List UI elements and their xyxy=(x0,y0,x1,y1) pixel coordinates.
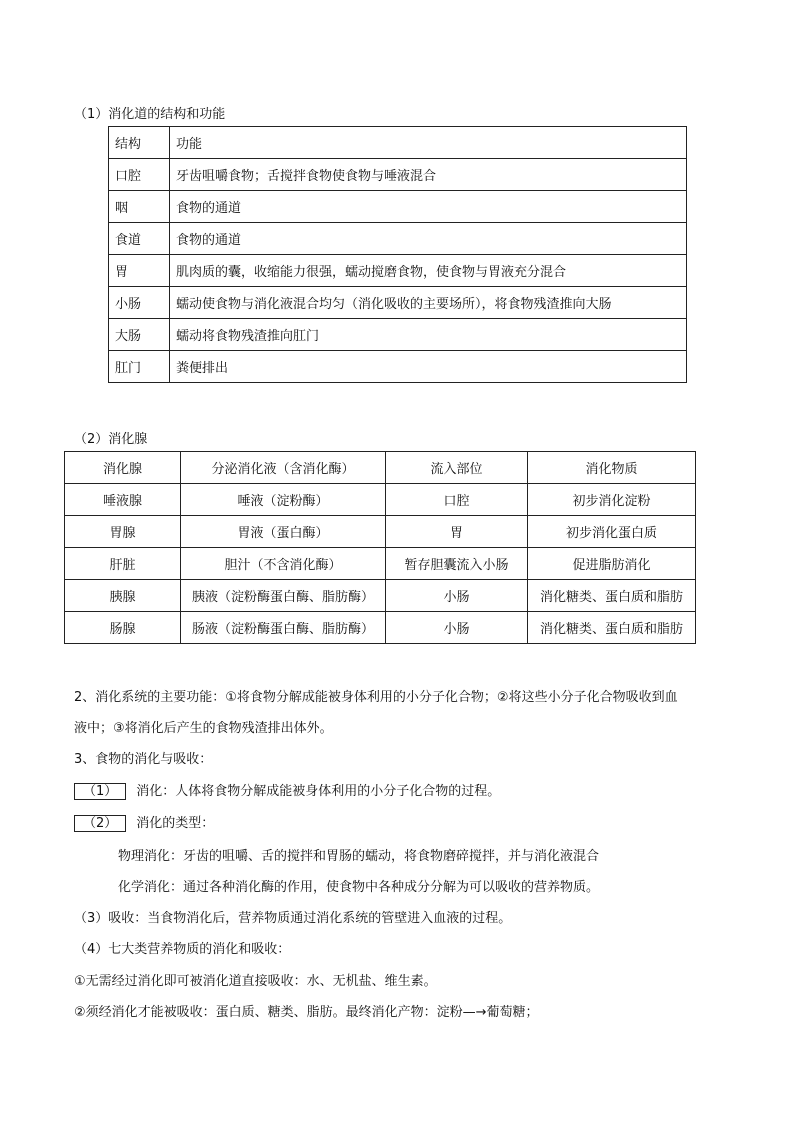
table-cell: 蠕动使食物与消化液混合均匀（消化吸收的主要场所），将食物残渣推向大肠 xyxy=(170,287,687,319)
digestive-tract-table xyxy=(108,126,687,383)
table-row xyxy=(65,484,696,516)
point1: ①无需经过消化即可被消化道直接吸收：水、无机盐、维生素。 xyxy=(74,974,437,989)
table-cell: 胃液（蛋白酶） xyxy=(181,516,386,548)
item2-label: （2） xyxy=(74,815,126,832)
table-cell: 消化糖类、蛋白质和脂肪 xyxy=(528,580,696,612)
item4: （4）七大类营养物质的消化和吸收： xyxy=(74,942,291,957)
chemical-digestion: 化学消化：通过各种消化酶的作用，使食物中各种成分分解为可以吸收的营养物质。 xyxy=(118,880,600,895)
table-cell: 肝脏 xyxy=(65,548,181,580)
table-row xyxy=(65,580,696,612)
table-row xyxy=(109,159,687,191)
table-cell: 蠕动将食物残渣推向肛门 xyxy=(170,319,687,351)
table-cell: 肛门 xyxy=(109,351,170,383)
table-row xyxy=(109,191,687,223)
table-cell: 唾液腺 xyxy=(65,484,181,516)
table-row xyxy=(65,516,696,548)
item1 xyxy=(74,780,500,800)
digestive-glands-table xyxy=(64,451,696,644)
section1-title: （1）消化道的结构和功能 xyxy=(74,107,226,122)
table-cell: 暂存胆囊流入小肠 xyxy=(386,548,528,580)
section2-title: （2）消化腺 xyxy=(74,432,148,447)
para2-line2: 液中；③将消化后产生的食物残渣排出体外。 xyxy=(74,721,333,736)
table-row xyxy=(65,612,696,644)
table-cell: 大肠 xyxy=(109,319,170,351)
header-cell: 分泌消化液（含消化酶） xyxy=(181,452,386,484)
para2-line1: 2、消化系统的主要功能：①将食物分解成能被身体利用的小分子化合物；②将这些小分子化合物吸收到血 xyxy=(74,690,678,705)
table-row xyxy=(109,223,687,255)
table-row xyxy=(109,287,687,319)
item2-text: 消化的类型： xyxy=(136,816,215,831)
header-cell: 结构 xyxy=(109,127,170,159)
table-row xyxy=(109,319,687,351)
table-row xyxy=(65,548,696,580)
table-cell: 胃 xyxy=(109,255,170,287)
item1-text: 消化：人体将食物分解成能被身体利用的小分子化合物的过程。 xyxy=(136,784,501,799)
para3-title: 3、食物的消化与吸收： xyxy=(74,752,213,767)
table-cell: 唾液（淀粉酶） xyxy=(181,484,386,516)
header-row xyxy=(109,127,687,159)
table-cell: 小肠 xyxy=(386,580,528,612)
table-row xyxy=(109,255,687,287)
table-cell: 咽 xyxy=(109,191,170,223)
table-cell: 食道 xyxy=(109,223,170,255)
table-cell: 小肠 xyxy=(386,612,528,644)
table-cell: 食物的通道 xyxy=(170,191,687,223)
table-cell: 胆汁（不含消化酶） xyxy=(181,548,386,580)
table-cell: 口腔 xyxy=(109,159,170,191)
table-cell: 肌肉质的囊，收缩能力很强，蠕动搅磨食物，使食物与胃液充分混合 xyxy=(170,255,687,287)
table-cell: 口腔 xyxy=(386,484,528,516)
physical-digestion: 物理消化：牙齿的咀嚼、舌的搅拌和胃肠的蠕动，将食物磨碎搅拌，并与消化液混合 xyxy=(118,849,600,864)
table-cell: 小肠 xyxy=(109,287,170,319)
item1-label: （1） xyxy=(74,783,126,800)
header-row xyxy=(65,452,696,484)
header-cell: 功能 xyxy=(170,127,687,159)
header-cell: 消化物质 xyxy=(528,452,696,484)
table-row xyxy=(109,351,687,383)
table-cell: 胃腺 xyxy=(65,516,181,548)
table-cell: 肠液（淀粉酶蛋白酶、脂肪酶） xyxy=(181,612,386,644)
table-cell: 胰液（淀粉酶蛋白酶、脂肪酶） xyxy=(181,580,386,612)
table-cell: 初步消化蛋白质 xyxy=(528,516,696,548)
item2 xyxy=(74,812,214,832)
table-cell: 食物的通道 xyxy=(170,223,687,255)
point2: ②须经消化才能被吸收：蛋白质、糖类、脂肪。最终消化产物：淀粉—→葡萄糖； xyxy=(74,1005,539,1020)
table-cell: 消化糖类、蛋白质和脂肪 xyxy=(528,612,696,644)
header-cell: 流入部位 xyxy=(386,452,528,484)
table-cell: 胰腺 xyxy=(65,580,181,612)
table-cell: 胃 xyxy=(386,516,528,548)
item3: （3）吸收：当食物消化后，营养物质通过消化系统的管壁进入血液的过程。 xyxy=(74,911,512,926)
table-cell: 肠腺 xyxy=(65,612,181,644)
table-cell: 初步消化淀粉 xyxy=(528,484,696,516)
header-cell: 消化腺 xyxy=(65,452,181,484)
table-cell: 粪便排出 xyxy=(170,351,687,383)
table-cell: 牙齿咀嚼食物；舌搅拌食物使食物与唾液混合 xyxy=(170,159,687,191)
table-cell: 促进脂肪消化 xyxy=(528,548,696,580)
